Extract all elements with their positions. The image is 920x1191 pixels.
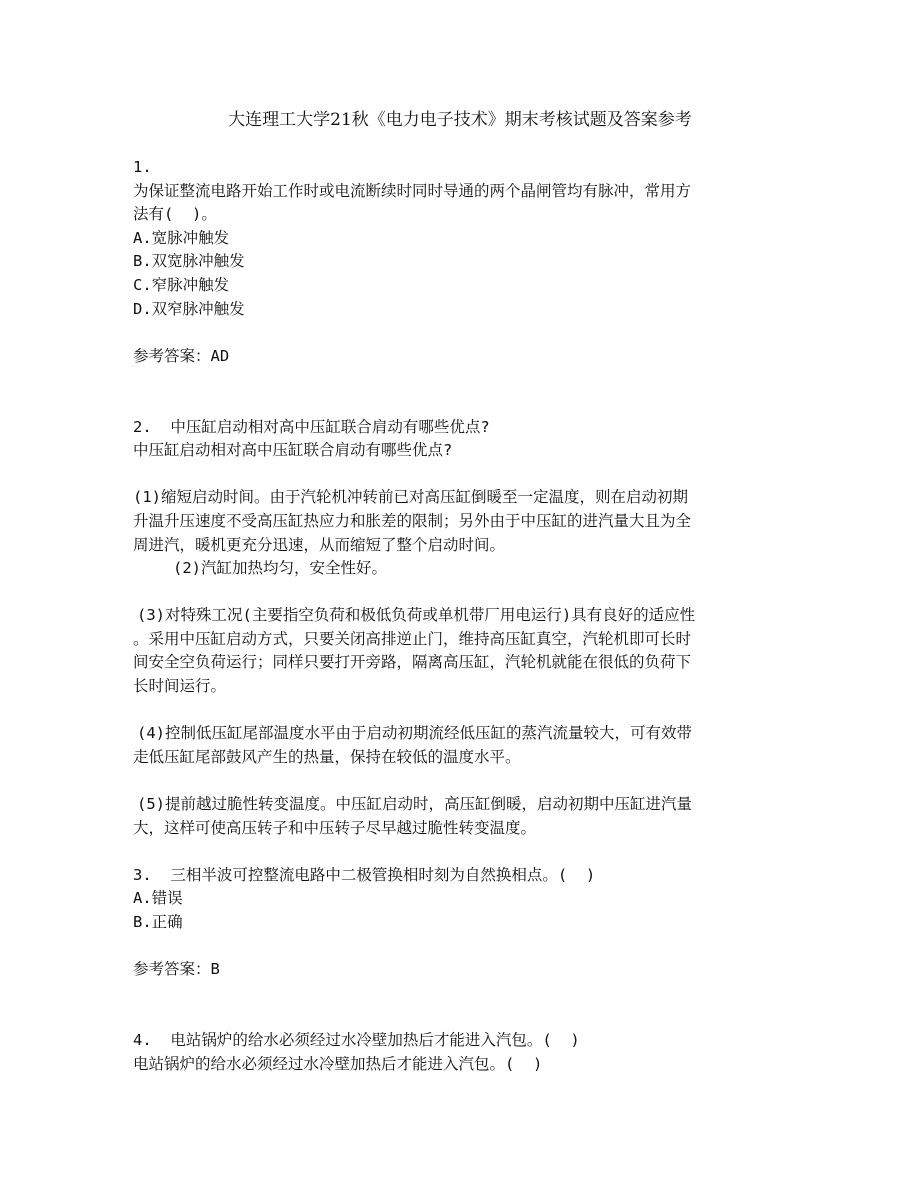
question-3 xyxy=(133,864,793,982)
spacer xyxy=(133,368,793,415)
answer-point-1-line-2: 升温升压速度不受高压缸热应力和胀差的限制；另外由于中压缸的进汽量大且为全 xyxy=(133,511,692,530)
question-3-heading: 3. 三相半波可控整流电路中二极管换相时刻为自然换相点。( ) xyxy=(133,865,596,884)
answer-point-2: (2)汽缸加热均匀，安全性好。 xyxy=(173,559,387,578)
answer-point-5-line-1: (5)提前越过脆性转变温度。中压缸启动时，高压缸倒暖，启动初期中压缸进汽量 xyxy=(137,795,692,814)
answer-point-4-line-2: 走低压缸尾部鼓风产生的热量，保持在较低的温度水平。 xyxy=(133,747,521,766)
spacer xyxy=(133,699,793,723)
question-1-number: 1. xyxy=(133,158,152,176)
answer-point-5-line-2: 大，这样可使高压转子和中压转子尽早越过脆性转变温度。 xyxy=(133,818,537,837)
question-3-option-a: A.错误 xyxy=(133,889,183,908)
spacer xyxy=(133,935,793,959)
spacer xyxy=(133,581,793,605)
spacer xyxy=(133,769,793,793)
answer-point-1-line-3: 周进汽，暖机更充分迅速，从而缩短了整个启动时间。 xyxy=(133,535,506,554)
answer-point-3-line-4: 长时间运行。 xyxy=(133,677,227,696)
question-1-option-b: B.双宽脉冲触发 xyxy=(133,252,245,271)
question-4-heading: 4. 电站锅炉的给水必须经过水冷壁加热后才能进入汽包。( ) xyxy=(133,1030,580,1049)
question-2-heading: 2. 中压缸启动相对高中压缸联合肩动有哪些优点? xyxy=(133,417,490,436)
spacer xyxy=(133,982,793,1029)
spacer xyxy=(133,321,793,345)
answer-point-3-line-2: 。采用中压缸启动方式，只要关闭高排逆止门，维持高压缸真空，汽轮机即可长时 xyxy=(133,629,692,648)
answer-point-1-line-1: (1)缩短启动时间。由于汽轮机冲转前已对高压缸倒暖至一定温度，则在启动初期 xyxy=(133,488,688,507)
question-1 xyxy=(133,156,793,368)
question-3-option-b: B.正确 xyxy=(133,913,183,931)
question-1-option-c: C.窄脉冲触发 xyxy=(133,275,230,294)
question-1-answer: 参考答案：AD xyxy=(133,346,230,365)
spacer xyxy=(133,840,793,864)
document-title: 大连理工大学21秋《电力电子技术》期末考核试题及答案参考 xyxy=(228,110,692,130)
question-3-answer: 参考答案：B xyxy=(133,960,220,979)
question-4-repeat: 电站锅炉的给水必须经过水冷壁加热后才能进入汽包。( ) xyxy=(133,1054,543,1073)
spacer xyxy=(133,463,793,487)
question-2 xyxy=(133,416,793,841)
document-body xyxy=(133,156,793,1076)
question-4 xyxy=(133,1029,793,1076)
answer-point-3-line-3: 间安全空负荷运行；同样只要打开旁路，隔离高压缸，汽轮机就能在很低的负荷下 xyxy=(133,653,692,672)
question-1-stem-line-1: 为保证整流电路开始工作时或电流断续时同时导通的两个晶闸管均有脉冲，常用方 xyxy=(133,181,692,200)
question-2-repeat: 中压缸启动相对高中压缸联合肩动有哪些优点? xyxy=(133,441,453,460)
question-1-stem-line-2: 法有( )。 xyxy=(133,205,217,224)
answer-point-3-line-1: (3)对特殊工况(主要指空负荷和极低负荷或单机带厂用电运行)具有良好的适应性 xyxy=(137,606,696,625)
question-1-option-d: D.双窄脉冲触发 xyxy=(133,299,245,318)
answer-point-4-line-1: (4)控制低压缸尾部温度水平由于启动初期流经低压缸的蒸汽流量较大，可有效带 xyxy=(137,724,692,743)
question-1-option-a: A.宽脉冲触发 xyxy=(133,228,230,247)
